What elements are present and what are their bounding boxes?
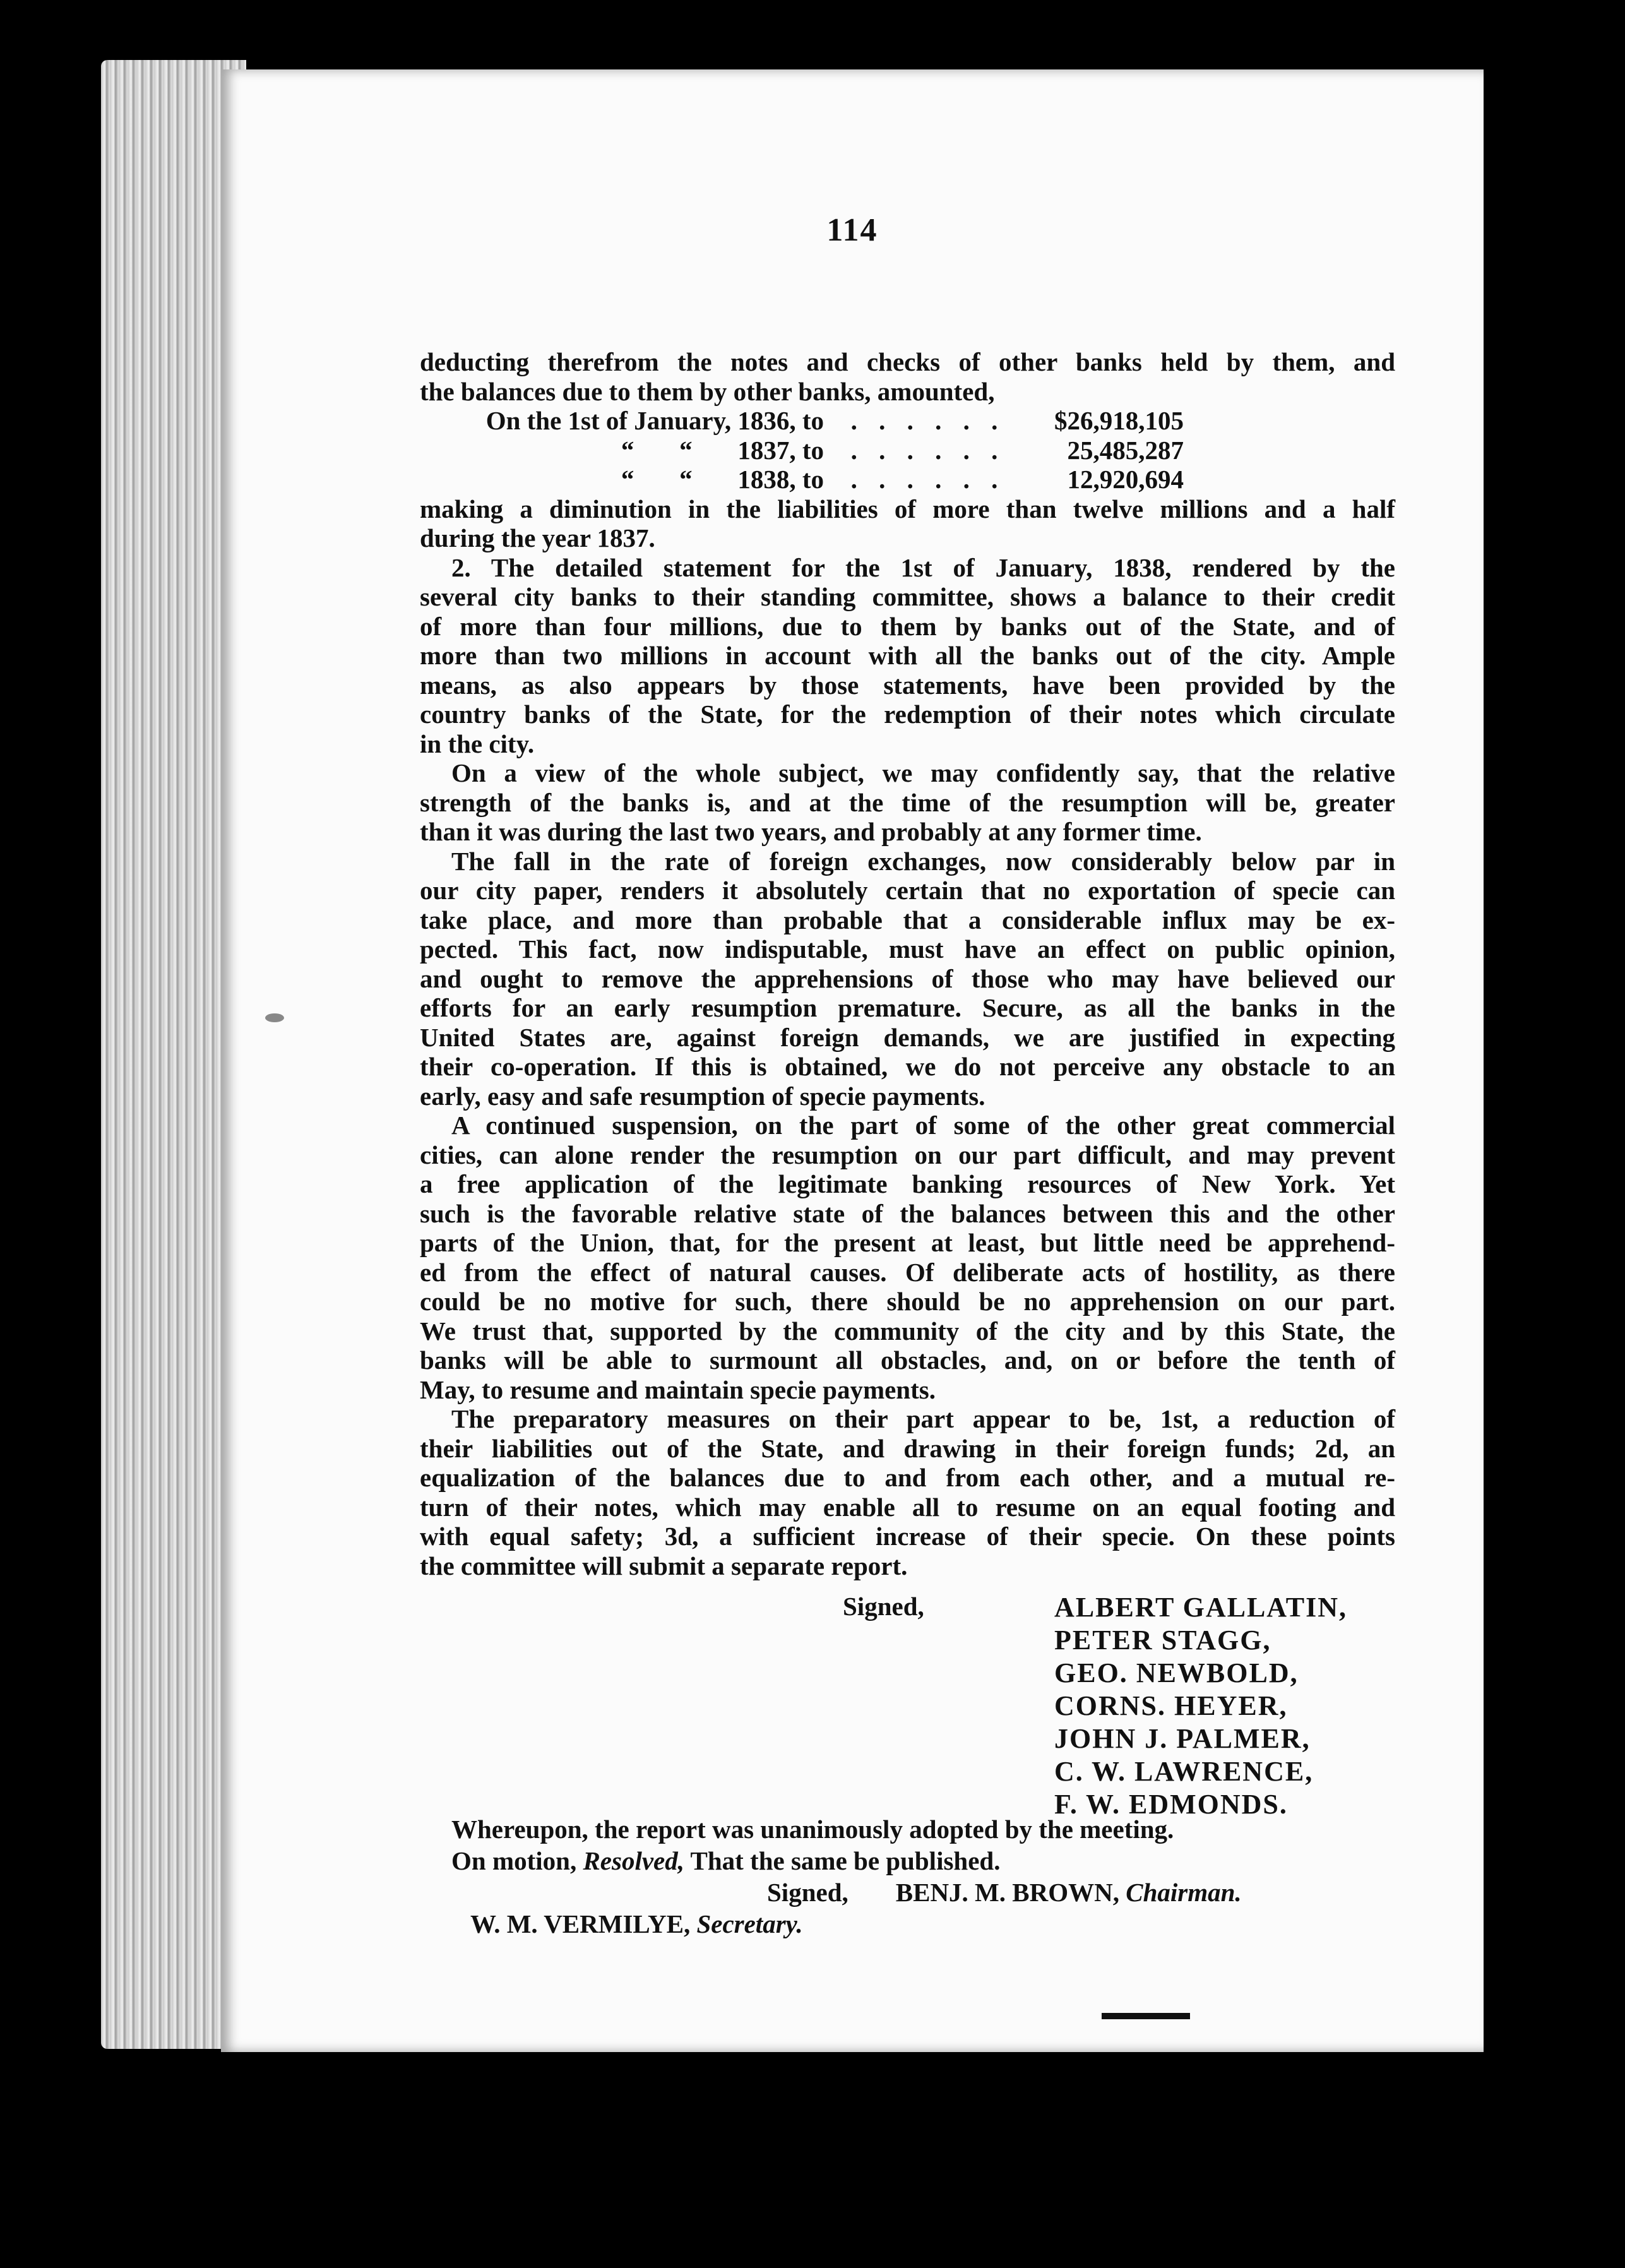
text-line: during the year 1837. — [420, 523, 655, 552]
text-line: making a diminution in the liabilities of more than twelve millions and a half — [420, 494, 1395, 523]
text-line: deducting therefrom the notes and checks of other banks held by them, and — [420, 347, 1395, 376]
signer-name: PETER STAGG, — [1054, 1625, 1271, 1656]
text-line: and ought to remove the apprehensions of those who may have believed our — [420, 964, 1395, 993]
amount-value: 25,485,287 — [1067, 435, 1184, 465]
text-line: cities, can alone render the resumption on our part difficult, and may prevent — [420, 1140, 1395, 1169]
text-line: United States are, against foreign demands, we are justified in expecting — [420, 1022, 1395, 1052]
text-line: 2. The detailed statement for the 1st of January, 1838, rendered by the — [451, 552, 1395, 582]
text-line: strength of the banks is, and at the time of the resumption will be, greater — [420, 787, 1395, 817]
text-line: ed from the effect of natural causes. Of deliberate acts of hostility, as there — [420, 1257, 1395, 1287]
amount-value: $26,918,105 — [1054, 406, 1184, 435]
signer-list — [1054, 1591, 1347, 1821]
motion-line — [451, 1845, 1430, 1877]
text-line: the committee will submit a separate report. — [420, 1551, 908, 1580]
text-line: than it was during the last two years, and probably at any former time. — [420, 817, 1202, 846]
text-line: efforts for an early resumption premature. Secure, as all the banks in the — [420, 993, 1395, 1022]
text-line: such is the favorable relative state of the balances between this and the other — [420, 1198, 1395, 1228]
signer-name: CORNS. HEYER, — [1054, 1690, 1288, 1721]
text-line: more than two millions in account with all the banks out of the city. Ample — [420, 641, 1395, 670]
amount-label: “ “ 1837, to — [621, 435, 824, 465]
text-line: On a view of the whole subject, we may confidently say, that the relative — [451, 758, 1395, 787]
secretary-line — [451, 1908, 1430, 1940]
signed-label: Signed, — [843, 1592, 924, 1621]
signer-name: ALBERT GALLATIN, — [1054, 1592, 1348, 1623]
text-line: The fall in the rate of foreign exchanges, now considerably below par in — [451, 846, 1395, 876]
text-line: means, as also appears by those statements, have been provided by the — [420, 670, 1395, 700]
text-line: take place, and more than probable that a considerable influx may be ex- — [420, 905, 1395, 934]
amount-label: “ “ 1838, to — [621, 465, 824, 494]
text-column — [420, 347, 1395, 1580]
text-line: of more than four millions, due to them by banks out of the State, and of — [420, 611, 1395, 641]
secretary-name: W. M. VERMILYE, — [470, 1909, 697, 1938]
text-line: We trust that, supported by the community of the city and by this State, the — [420, 1316, 1395, 1346]
amount-value: 12,920,694 — [1067, 465, 1184, 494]
closing-rule — [1102, 2013, 1190, 2019]
leader-dots: . . . . . . — [850, 465, 1006, 494]
closing-block — [451, 1813, 1430, 1940]
text-line: banks will be able to surmount all obstacles, and, on or before the tenth of — [420, 1346, 1395, 1375]
text-line: with equal safety; 3d, a sufficient increase of their specie. On these points — [420, 1522, 1395, 1551]
signer-name: F. W. EDMONDS. — [1054, 1789, 1288, 1820]
amount-row — [420, 436, 1395, 465]
text-line: country banks of the State, for the redemption of their notes which circulate — [420, 700, 1395, 729]
motion-rest: That the same be published. — [684, 1846, 1001, 1875]
amount-row — [420, 465, 1395, 494]
text-line: A continued suspension, on the part of some of the other great commercial — [451, 1111, 1395, 1140]
page-number: 114 — [826, 212, 878, 248]
text-line: The preparatory measures on their part appear to be, 1st, a reduction of — [451, 1404, 1395, 1433]
text-line: their liabilities out of the State, and drawing in their foreign funds; 2d, an — [420, 1433, 1395, 1463]
chairman-name: BENJ. M. BROWN, — [895, 1878, 1126, 1907]
chair-signed-label: Signed, — [767, 1878, 848, 1907]
resolved-word: Resolved, — [583, 1846, 684, 1875]
secretary-title: Secretary. — [696, 1909, 803, 1938]
signer-name: JOHN J. PALMER, — [1054, 1723, 1311, 1754]
text-line: a free application of the legitimate banking resources of New York. Yet — [420, 1169, 1395, 1198]
text-line: the balances due to them by other banks, amounted, — [420, 376, 995, 406]
text-line: pected. This fact, now indisputable, must have an effect on public opinion, — [420, 934, 1395, 964]
text-line: in the city. — [420, 729, 535, 758]
text-line: several city banks to their standing committee, shows a balance to their credit — [420, 582, 1395, 611]
leader-dots: . . . . . . — [850, 406, 1006, 435]
report-text — [420, 347, 1619, 1580]
text-line: their co-operation. If this is obtained, we do not perceive any obstacle to an — [420, 1052, 1395, 1081]
chairman-line — [451, 1877, 1430, 1908]
text-line: could be no motive for such, there should be no apprehension on our part. — [420, 1287, 1395, 1316]
text-line: our city paper, renders it absolutely certain that no exportation of specie can — [420, 876, 1395, 905]
margin-speck — [265, 1013, 284, 1022]
amount-row — [420, 406, 1395, 436]
text-line: equalization of the balances due to and from each other, and a mutual re- — [420, 1463, 1395, 1492]
adoption-line: Whereupon, the report was unanimously adopted by the meeting. — [451, 1815, 1174, 1844]
text-line: early, easy and safe resumption of specie payments. — [420, 1081, 985, 1111]
book-page — [221, 69, 1484, 2052]
text-line: parts of the Union, that, for the present at least, but little need be apprehend- — [420, 1228, 1395, 1257]
signer-name: C. W. LAWRENCE, — [1054, 1756, 1314, 1787]
chairman-title: Chairman. — [1126, 1878, 1242, 1907]
leader-dots: . . . . . . — [850, 435, 1006, 465]
text-line: turn of their notes, which may enable all to resume on an equal footing and — [420, 1492, 1395, 1522]
signer-name: GEO. NEWBOLD, — [1054, 1657, 1299, 1688]
motion-prefix: On motion, — [451, 1846, 583, 1875]
text-line: May, to resume and maintain specie payments. — [420, 1375, 936, 1404]
amount-label: On the 1st of January, 1836, to — [485, 406, 824, 435]
